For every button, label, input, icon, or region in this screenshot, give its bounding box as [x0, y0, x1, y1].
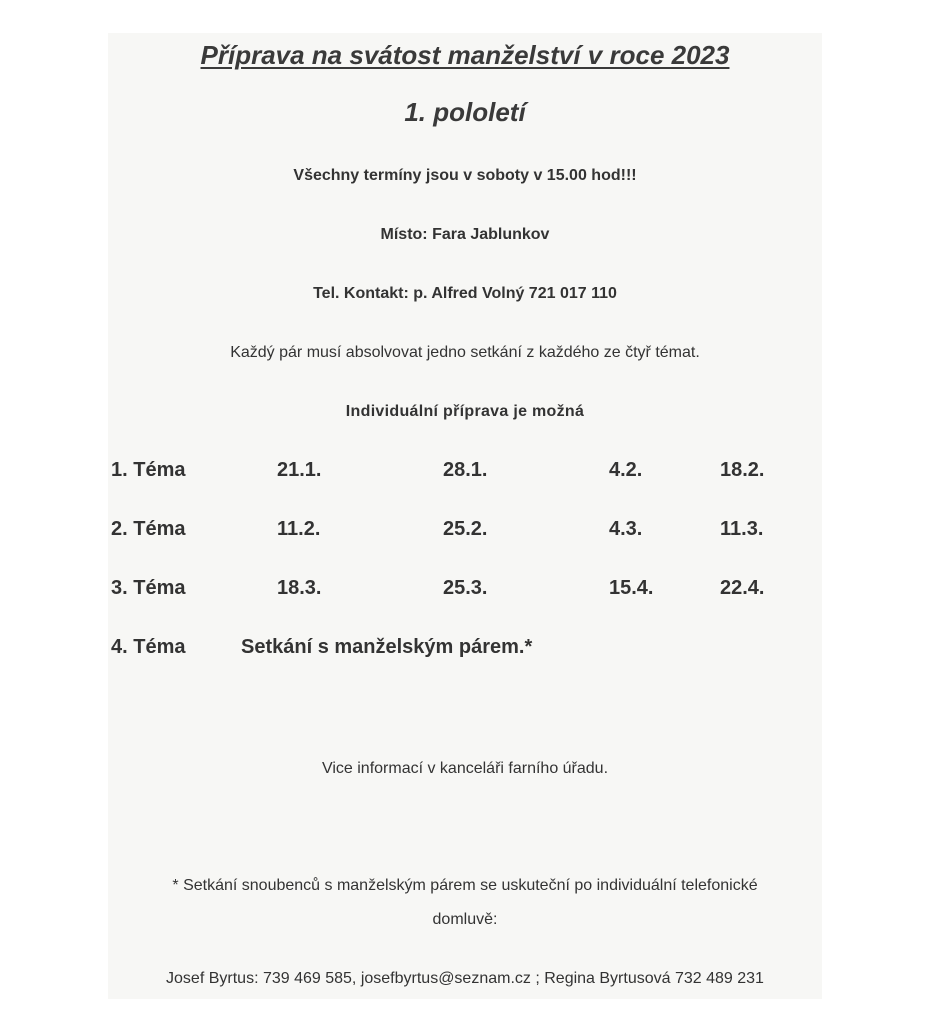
topic-label: 1. Téma: [111, 459, 186, 481]
topic-row-2: [0, 518, 930, 548]
more-info-line: Vice informací v kanceláři farního úřadu.: [321, 760, 609, 777]
footnote-line-2: domluvě:: [432, 911, 498, 928]
topic-date: 25.2.: [443, 518, 488, 540]
topic-date: 4.3.: [609, 518, 643, 540]
topic-label: 3. Téma: [111, 577, 186, 599]
topic-description: Setkání s manželským párem.*: [241, 636, 533, 658]
topic-date: 18.3.: [277, 577, 322, 599]
topic-label: 2. Téma: [111, 518, 186, 540]
topic-label: 4. Téma: [111, 636, 186, 658]
topic-row-4: [0, 636, 930, 666]
topic-date: 21.1.: [277, 459, 322, 481]
topic-date: 28.1.: [443, 459, 488, 481]
topic-date: 25.3.: [443, 577, 488, 599]
topic-row-1: [0, 459, 930, 489]
topic-row-3: [0, 577, 930, 607]
topic-date: 15.4.: [609, 577, 654, 599]
requirement-line: Každý pár musí absolvovat jedno setkání z každého ze čtyř témat.: [230, 344, 700, 361]
place-line: Místo: Fara Jablunkov: [380, 226, 550, 243]
contacts-line: Josef Byrtus: 739 469 585, josefbyrtus@seznam.cz ; Regina Byrtusová 732 489 231: [166, 970, 764, 987]
footnote-line-1: * Setkání snoubenců s manželským párem se uskuteční po individuální telefonické: [172, 877, 758, 894]
topic-date: 22.4.: [720, 577, 765, 599]
topic-date: 11.2.: [277, 518, 321, 540]
topic-date: 11.3.: [720, 518, 764, 540]
contact-line: Tel. Kontakt: p. Alfred Volný 721 017 110: [313, 285, 617, 302]
individual-line: Individuální příprava je možná: [345, 403, 585, 420]
document-title: Příprava na svátost manželství v roce 2023: [200, 40, 730, 70]
document-subtitle: 1. pololetí: [404, 97, 526, 127]
topic-date: 18.2.: [720, 459, 765, 481]
topic-date: 4.2.: [609, 459, 643, 481]
schedule-note: Všechny termíny jsou v soboty v 15.00 hod!!!: [293, 167, 637, 184]
